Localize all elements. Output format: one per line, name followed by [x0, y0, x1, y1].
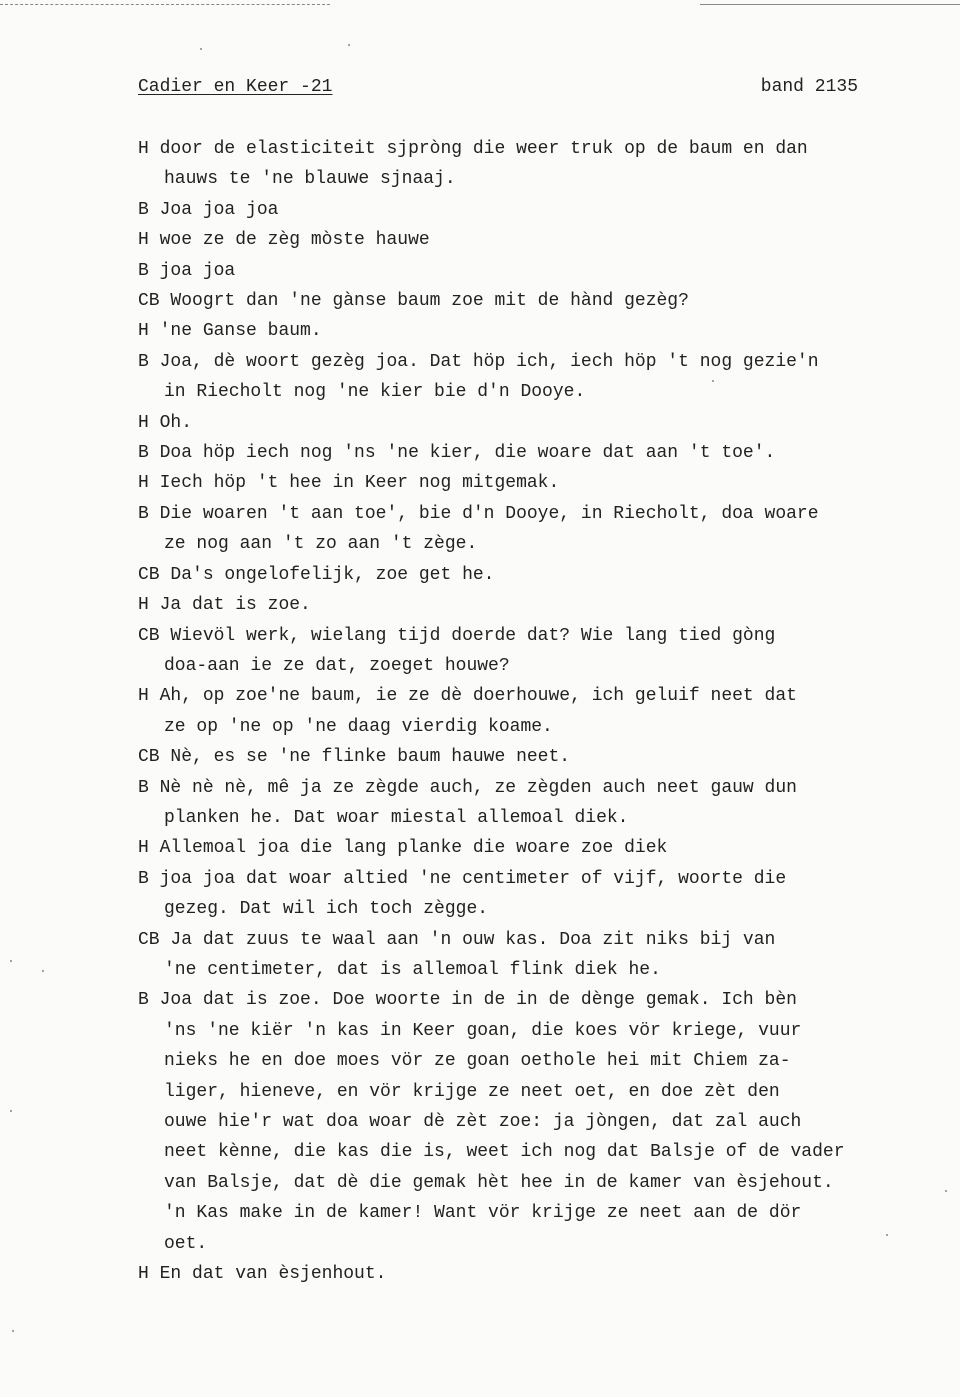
speaker-code: CB: [138, 625, 160, 646]
speaker-code: H: [138, 139, 149, 159]
utterance-line: Allemoal joa die lang planke die woare zoe diek: [159, 838, 668, 859]
utterance: [138, 864, 948, 925]
utterance-line: Ja dat zuus te waal aan 'n ouw kas. Doa zit niks bij van: [170, 929, 776, 950]
utterance-line: Wievöl werk, wielang tijd doerde dat? Wie lang tied gòng: [170, 625, 776, 646]
speaker-code: H: [138, 412, 149, 433]
speaker-code: CB: [138, 929, 160, 950]
utterance: [138, 1259, 948, 1289]
utterance-line: door de elasticiteit sjpròng die weer truk op de baum en dan: [159, 139, 808, 159]
utterance: [138, 195, 948, 225]
document-title: Cadier en Keer -21: [138, 77, 333, 97]
utterance-line: nieks he en doe moes vör ze goan oethole hei mit Chiem za-: [164, 1051, 791, 1072]
utterance: [138, 256, 948, 286]
utterance: [138, 925, 948, 986]
utterance-line: Die woaren 't aan toe', bie d'n Dooye, in Riecholt, doa woare: [159, 503, 819, 524]
utterance: [138, 347, 948, 408]
utterance: [138, 985, 948, 1259]
utterance-line: van Balsje, dat dè die gemak hèt hee in de kamer van èsjehout.: [164, 1172, 834, 1193]
utterance: [138, 681, 948, 742]
top-edge-rule: [0, 4, 330, 5]
speaker-code: H: [138, 473, 149, 494]
speaker-code: H: [138, 1264, 149, 1285]
speaker-code: H: [138, 838, 149, 859]
utterance-line: doa-aan ie ze dat, zoeget houwe?: [164, 655, 510, 676]
utterance-line: ouwe hie'r wat doa woar dè zèt zoe: ja jòngen, dat zal auch: [164, 1112, 802, 1132]
utterance-line: hauws te 'ne blauwe sjnaaj.: [164, 169, 456, 190]
speaker-code: H: [138, 595, 149, 616]
utterance-line: Nè, es se 'ne flinke baum hauwe neet.: [170, 747, 571, 768]
top-edge-rule-right: [700, 4, 960, 5]
paper-speck: [10, 1110, 12, 1112]
utterance-line: oet.: [164, 1233, 208, 1254]
utterance-line: Woogrt dan 'ne gànse baum zoe mit de hànd gezèg?: [170, 291, 689, 312]
utterance: [138, 833, 948, 863]
utterance: [138, 773, 948, 834]
page-header: [138, 74, 858, 100]
utterance-line: 'ns 'ne kiër 'n kas in Keer goan, die koes vör kriege, vuur: [164, 1020, 802, 1041]
transcript: [138, 134, 948, 1289]
utterance-line: Joa joa joa: [159, 199, 279, 220]
utterance-line: Ah, op zoe'ne baum, ie ze dè doerhouwe, ich geluif neet dat: [159, 686, 797, 707]
utterance: [138, 134, 948, 195]
utterance: [138, 468, 948, 498]
speaker-code: B: [138, 990, 149, 1011]
paper-speck: [42, 970, 44, 972]
utterance-line: Da's ongelofelijk, zoe get he.: [170, 564, 495, 585]
utterance-line: Ja dat is zoe.: [159, 595, 311, 616]
utterance-line: ze op 'ne op 'ne daag vierdig koame.: [164, 716, 553, 737]
utterance: [138, 499, 948, 560]
speaker-code: B: [138, 443, 149, 464]
paper-speck: [200, 48, 202, 50]
utterance-line: neet kènne, die kas die is, weet ich nog dat Balsje of de vader: [164, 1142, 845, 1163]
utterance-line: 'n Kas make in de kamer! Want vör krijge ze neet aan de dör: [164, 1203, 802, 1224]
utterance: [138, 286, 948, 316]
utterance-line: joa joa: [159, 260, 236, 281]
utterance-line: gezeg. Dat wil ich toch zègge.: [164, 899, 489, 920]
utterance: [138, 438, 948, 468]
utterance-line: Joa, dè woort gezèg joa. Dat höp ich, iech höp 't nog gezie'n: [159, 351, 819, 372]
utterance-line: Iech höp 't hee in Keer nog mitgemak.: [159, 473, 560, 494]
speaker-code: CB: [138, 747, 160, 768]
utterance-line: joa joa dat woar altied 'ne centimeter of vijf, woorte die: [159, 868, 787, 889]
utterance: [138, 742, 948, 772]
utterance-line: in Riecholt nog 'ne kier bie d'n Dooye.: [164, 382, 586, 403]
utterance: [138, 408, 948, 438]
utterance: [138, 225, 948, 255]
utterance: [138, 560, 948, 590]
utterance-line: woe ze de zèg mòste hauwe: [159, 230, 430, 251]
speaker-code: B: [138, 868, 149, 889]
tape-number: band 2135: [760, 77, 858, 97]
utterance-line: 'ne Ganse baum.: [159, 321, 322, 342]
paper-speck: [12, 1330, 14, 1332]
utterance-line: 'ne centimeter, dat is allemoal flink diek he.: [164, 959, 661, 980]
utterance-line: liger, hieneve, en vör krijge ze neet oet, en doe zèt den: [164, 1081, 780, 1102]
utterance-line: Nè nè nè, mê ja ze zègde auch, ze zègden auch neet gauw dun: [159, 777, 797, 798]
speaker-code: H: [138, 230, 149, 251]
speaker-code: B: [138, 351, 149, 372]
utterance-line: Doa höp iech nog 'ns 'ne kier, die woare dat aan 't toe'.: [159, 443, 776, 464]
utterance-line: ze nog aan 't zo aan 't zège.: [164, 534, 478, 555]
speaker-code: B: [138, 777, 149, 798]
paper-speck: [348, 44, 350, 46]
utterance-line: Oh.: [159, 412, 193, 433]
speaker-code: H: [138, 686, 149, 707]
utterance-line: En dat van èsjenhout.: [159, 1264, 387, 1285]
utterance-line: Joa dat is zoe. Doe woorte in de in de dènge gemak. Ich bèn: [159, 990, 797, 1011]
speaker-code: CB: [138, 564, 160, 585]
speaker-code: CB: [138, 291, 160, 312]
paper-speck: [10, 960, 12, 962]
utterance: [138, 621, 948, 682]
speaker-code: B: [138, 260, 149, 281]
speaker-code: B: [138, 503, 149, 524]
utterance-line: planken he. Dat woar miestal allemoal diek.: [164, 807, 629, 828]
speaker-code: H: [138, 321, 149, 342]
utterance: [138, 590, 948, 620]
utterance: [138, 316, 948, 346]
speaker-code: B: [138, 199, 149, 220]
